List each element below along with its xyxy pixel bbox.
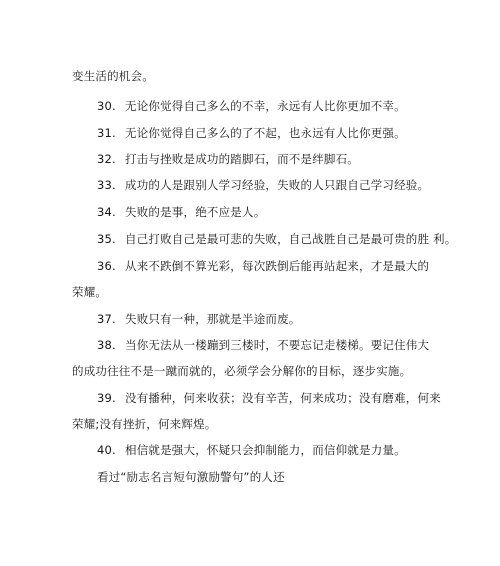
quote-item-38 [97, 337, 429, 353]
text-line-continuation [72, 416, 216, 432]
item-number: 37. [97, 312, 116, 326]
item-text: 从来不跌倒不算光彩，每次跌倒后能再站起来，才是最大的 [125, 259, 430, 273]
closing-text [97, 469, 285, 485]
item-text: 自己打败自己是最可悲的失败，自己战胜自己是最可贵的胜 利。 [125, 232, 457, 246]
line-text: 变生活的机会。 [72, 69, 154, 83]
text-line-continuation [72, 68, 154, 84]
item-text: 相信就是强大，怀疑只会抑制能力，而信仰就是力量。 [125, 443, 406, 457]
quote-item-34 [97, 204, 265, 220]
quote-item-40 [97, 442, 406, 458]
text-line-continuation [72, 363, 411, 379]
item-number: 34. [97, 205, 116, 219]
item-text: 当你无法从一楼蹦到三楼时，不要忘记走楼梯。要记住伟大 [125, 338, 430, 352]
item-text: 失败只有一种，那就是半途而废。 [125, 312, 301, 326]
item-text: 无论你觉得自己多么的不幸，永远有人比你更加不幸。 [125, 99, 406, 113]
item-number: 32. [97, 152, 116, 166]
item-text: 打击与挫败是成功的踏脚石，而不是绊脚石。 [125, 152, 359, 166]
item-text: 无论你觉得自己多么的了不起，也永远有人比你更强。 [125, 126, 406, 140]
item-number: 30. [97, 99, 116, 113]
item-text: 没有播种，何来收获；没有辛苦，何来成功；没有磨难，何来 [125, 391, 441, 405]
item-number: 38. [97, 338, 116, 352]
quote-item-39 [97, 390, 441, 406]
item-text: 失败的是事，绝不应是人。 [125, 205, 266, 219]
item-number: 40. [97, 443, 116, 457]
item-number: 36. [97, 259, 116, 273]
item-number: 31. [97, 126, 116, 140]
quote-item-30 [97, 98, 406, 114]
quote-item-33 [97, 177, 429, 193]
line-text: 荣耀;没有挫折，何来辉煌。 [72, 417, 217, 431]
item-number: 33. [97, 178, 116, 192]
item-number: 35. [97, 232, 116, 246]
quote-item-32 [97, 151, 359, 167]
text-line-continuation [72, 284, 107, 300]
quote-item-35 [97, 231, 456, 247]
line-text: 的成功往往不是一蹴而就的，必须学会分解你的目标，逐步实施。 [72, 364, 412, 378]
quote-item-36 [97, 258, 429, 274]
line-text: 看过“励志名言短句激励警句”的人还 [97, 470, 285, 484]
item-number: 39. [97, 391, 116, 405]
quote-item-31 [97, 125, 406, 141]
quote-item-37 [97, 311, 301, 327]
line-text: 荣耀。 [72, 285, 108, 299]
item-text: 成功的人是跟别人学习经验，失败的人只跟自己学习经验。 [125, 178, 430, 192]
